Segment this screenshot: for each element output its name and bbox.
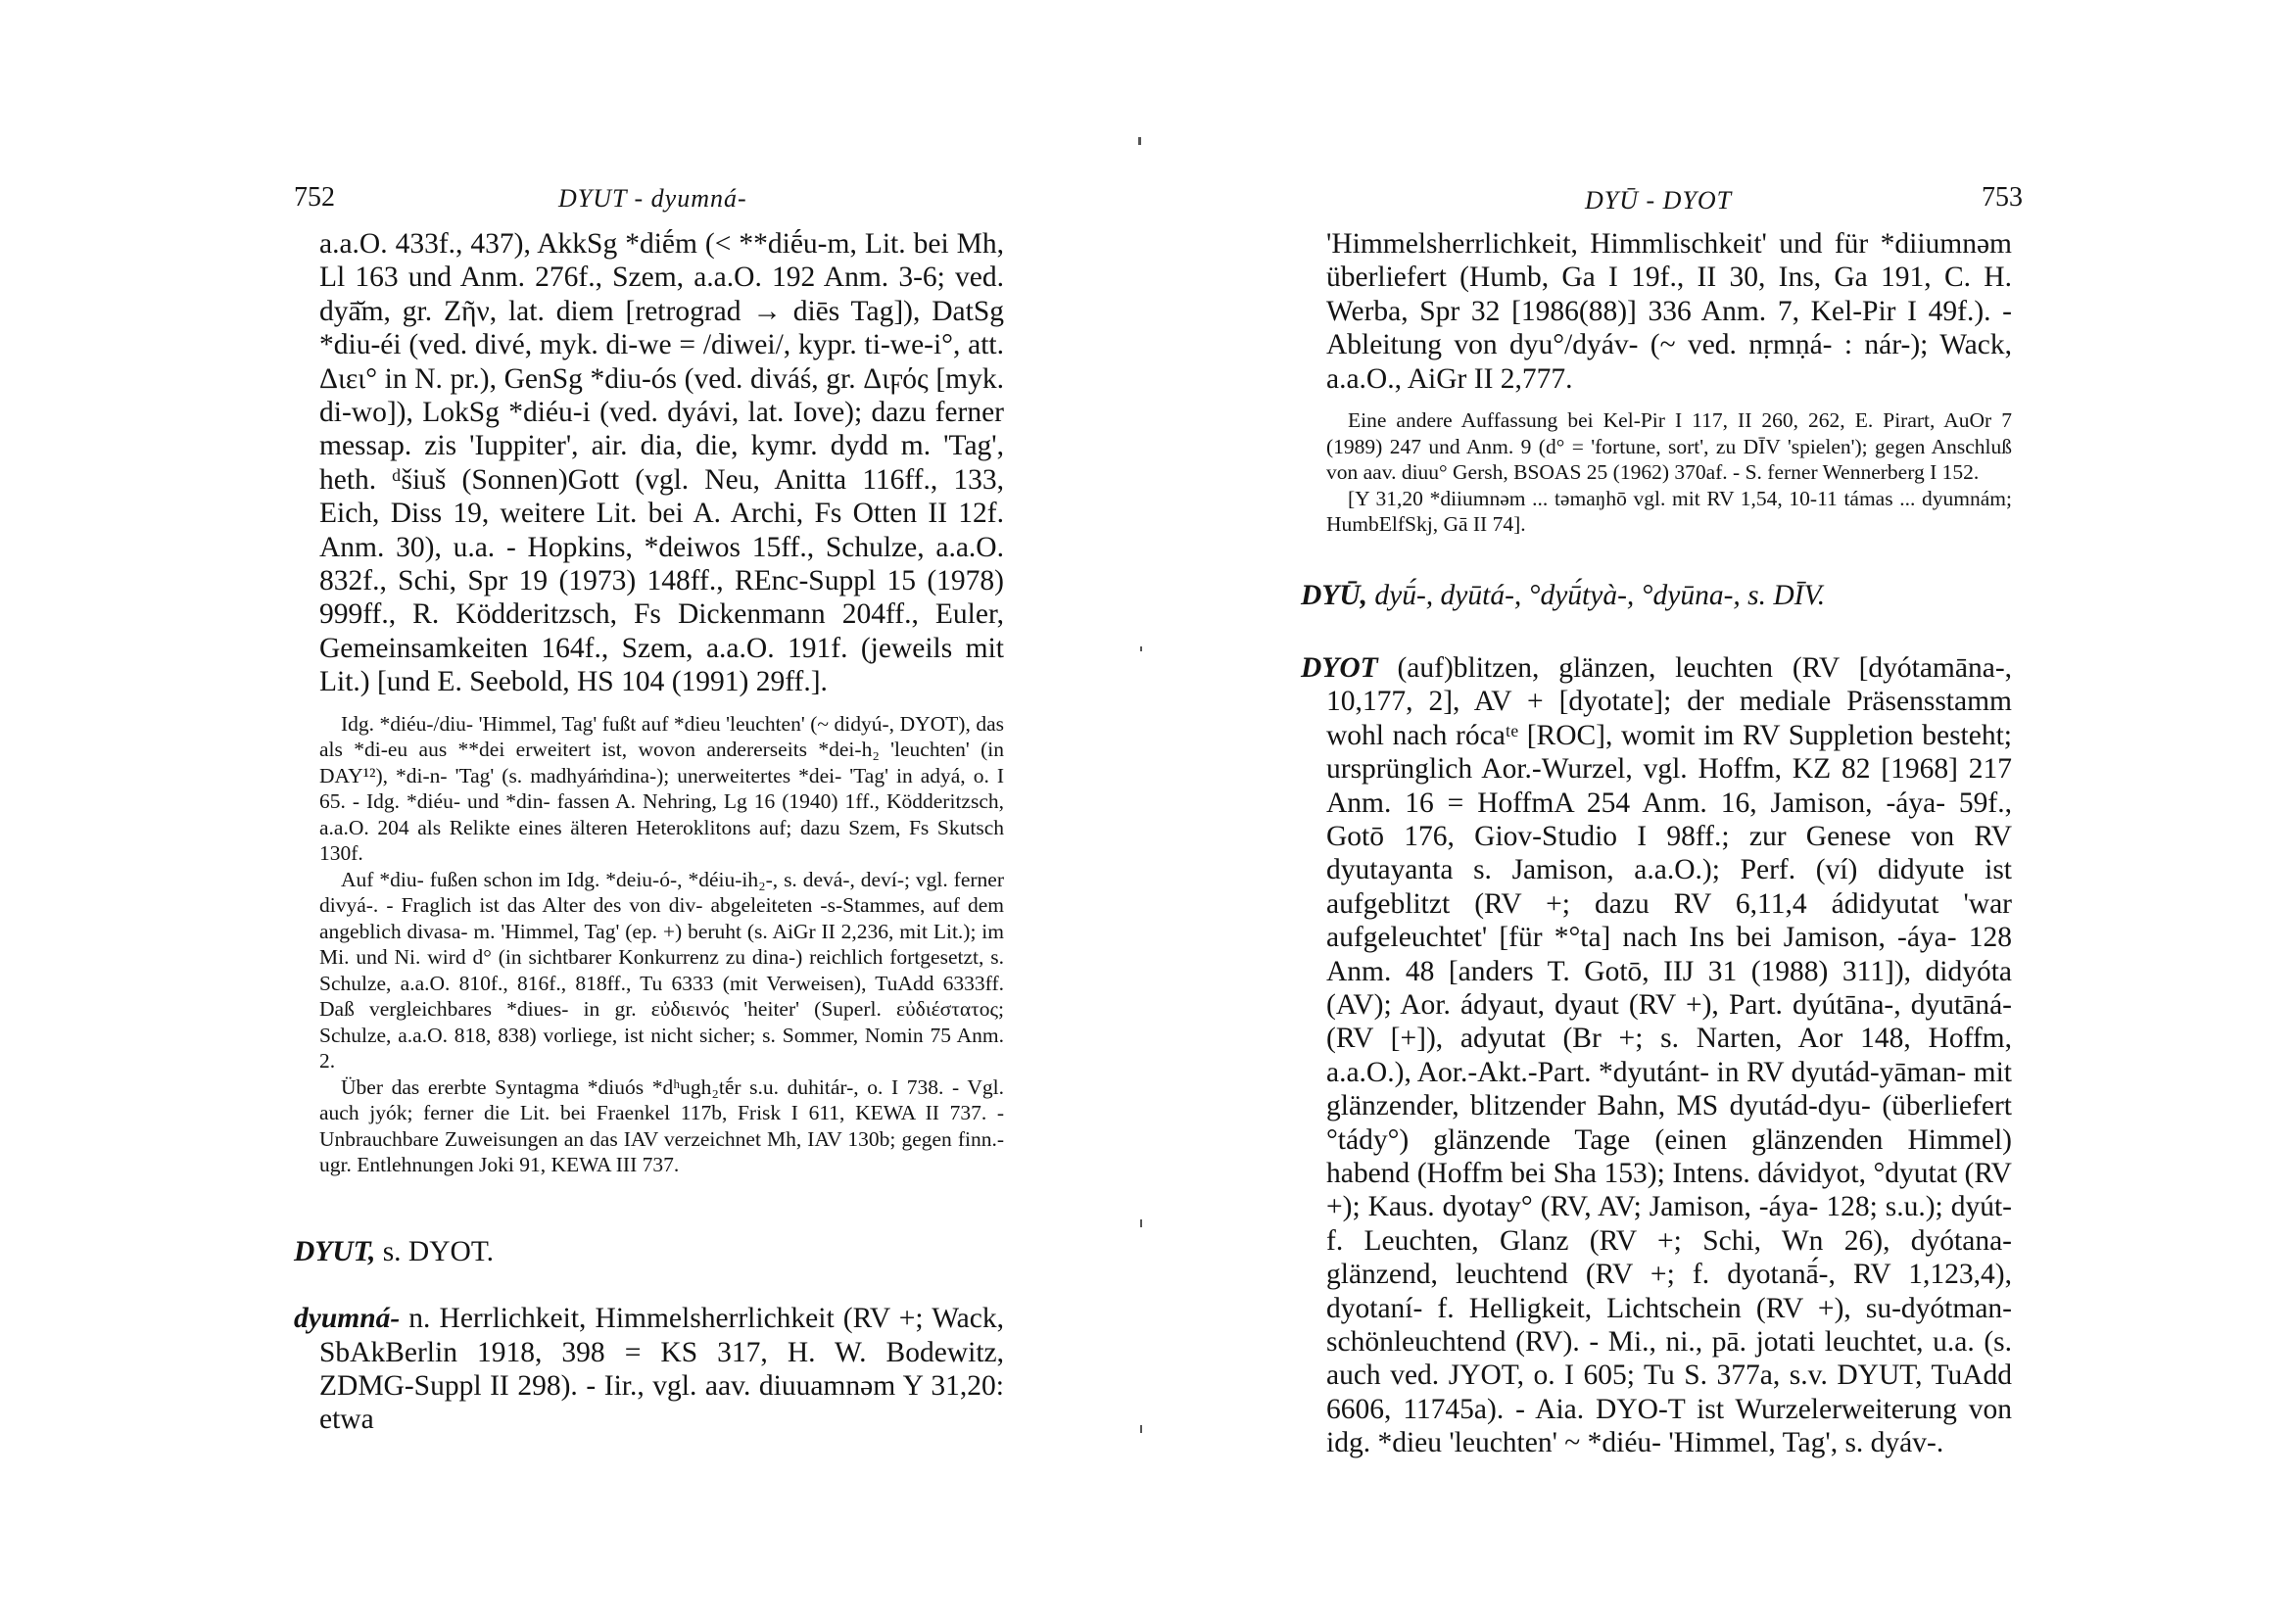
entry-dyot [1301, 651, 2012, 1460]
page-number: 752 [294, 182, 335, 213]
page-number: 753 [1982, 182, 2023, 213]
note-paragraph: Eine andere Auffassung bei Kel-Pir I 117, II 260, 262, E. Pirart, AuOr 7 (1989) 247 und Anm. 9 (d° = 'fortune, sort', zu DĪV 'spielen'); gegen Anschluß von aav. diuu° Gersh, BSOAS 25 (1962) 370af. - S. ferner Wennerberg I 152. [1326, 408, 2012, 485]
running-head: DYUT - dyumná- [558, 184, 747, 213]
scan-mark [1140, 1219, 1142, 1227]
continued-paragraph: 'Himmelsherrlichkeit, Himmlischkeit' und für *diiumnəm überliefert (Humb, Ga I 19f., II 30, Ins, Ga 191, C. H. Werba, Spr 32 [1986(88)] 336 Anm. 7, Kel-Pir I 49f.). - Ableitung von dyu°/dyáv- (~ ved. nṛmṇá- : nár-); Wack, a.a.O., AiGr II 2,777. [1326, 228, 2012, 395]
entry-text: n. Herrlichkeit, Himmelsherrlichkeit (RV +; Wack, SbAkBerlin 1918, 398 = KS 317, H. W. Bodewitz, ZDMG-Suppl II 298). - Iir., vgl. aav. diuuamnəm Y 31,20: etwa [319, 1303, 1004, 1436]
scan-mark [1140, 646, 1142, 651]
note-paragraph: Auf *diu- fußen schon im Idg. *deiu-ó-, *déiu-ih₂-, s. devá-, deví-; vgl. ferner divyá-. - Fraglich ist das Alter des von div- abgeleiteten -s-Stammes, auf dem angeblich divasa- m. 'Himmel, Tag' (ep. +) beruht (s. AiGr II 2,236, mit Lit.); im Mi. und Ni. wird d° (in sichtbarer Konkurrenz zu dina-) reichlich fortgesetzt, s. Schulze, a.a.O. 810f., 816f., 818ff., Tu 6333 (mit Verweisen), TuAdd 6333ff. Daß vergleichbares *diues- in gr. εὐδιεινός 'heiter' (Superl. εὐδιέστατος; Schulze, a.a.O. 818, 838) vorliege, ist nicht sicher; s. Sommer, Nomin 75 Anm. 2. [319, 867, 1004, 1073]
entry-dyumna [294, 1302, 1004, 1437]
entry-lemma: dyumná- [294, 1303, 401, 1335]
entry-dyu [1301, 579, 2012, 612]
small-notes [294, 711, 1004, 1178]
note-paragraph: Über das ererbte Syntagma *diuós *dʰugh₂tḗr s.u. duhitár-, o. I 738. - Vgl. auch jyók; ferner die Lit. bei Fraenkel 117b, Frisk I 611, KEWA II 737. - Unbrauchbare Zuweisungen an das IAV verzeichnet Mh, IAV 130b; gegen finn.-ugr. Entlehnungen Joki 91, KEWA III 737. [319, 1074, 1004, 1177]
entry-text: dyū́-, dyūtá-, °dyū́tyà-, °dyūna-, s. DĪV. [1374, 579, 1826, 611]
entry-lemma: DYUT, [294, 1235, 376, 1267]
entry-text: (auf)blitzen, glänzen, leuchten (RV [dyótamāna-, 10,177, 2], AV + [dyotate]; der mediale Präsensstamm wohl nach rócaᵗᵉ [ROC], womit im RV Suppletion besteht; ursprünglich Aor.-Wurzel, vgl. Hoffm, KZ 82 [1968] 217 Anm. 16 = HoffmA 254 Anm. 16, Jamison, -áya- 59f., Gotō 176, Giov-Studio I 98ff.; zur Genese von RV dyutayanta s. Jamison, a.a.O.); Perf. (ví) didyute ist aufgeblitzt (RV +; dazu RV 6,11,4 ádidyutat 'war aufgeleuchtet' [für *°ta] nach Ins bei Jamison, -áya- 128 Anm. 48 [anders T. Gotō, IIJ 31 (1988) 311]), didyóta (AV); Aor. ádyaut, dyaut (RV +), Part. dyútāna-, dyutāná- (RV [+]), adyutat (Br +; s. Narten, Aor 148, Hoffm, a.a.O.), Aor.-Akt.-Part. *dyutánt- in RV dyutád-yāman- mit glänzender, blitzender Bahn, MS dyutád-dyu- (überliefert °tády°) glänzende Tage (einen glänzenden Himmel) habend (Hoffm bei Sha 153); Intens. dávidyot, °dyutat (RV +); Kaus. dyotay° (RV, AV; Jamison, -áya- 128; s.u.); dyút- f. Leuchten, Glanz (RV +; Schi, Wn 26), dyótana- glänzend, leuchtend (RV +; f. dyotanā́-, RV 1,123,4), dyotaní- f. Helligkeit, Lichtschein (RV +), su-dyótman- schönleuchtend (RV). - Mi., ni., pā. jotati leuchtet, u.a. (s. auch ved. JYOT, o. I 605; Tu S. 377a, s.v. DYUT, TuAdd 6606, 11745a). - Aia. DYO-T ist Wurzelerweiterung von idg. *dieu 'leuchten' ~ *diéu- 'Himmel, Tag', s. dyáv-. [1326, 651, 2013, 1459]
running-head: DYŪ - DYOT [1585, 186, 1733, 215]
scan-mark [1138, 137, 1141, 145]
small-notes [1301, 407, 2012, 538]
left-column [294, 227, 1004, 1437]
entry-text: s. DYOT. [382, 1235, 495, 1267]
right-column [1301, 227, 2012, 1460]
note-paragraph: [Y 31,20 *diiumnəm ... təmaŋhō vgl. mit RV 1,54, 10-11 támas ... dyumnám; HumbElfSkj, Gā II 74]. [1326, 486, 2012, 537]
entry-lemma: DYŪ, [1301, 579, 1368, 611]
entry-lemma: DYOT [1301, 651, 1378, 684]
note-paragraph: Idg. *diéu-/diu- 'Himmel, Tag' fußt auf *dieu 'leuchten' (~ didyú-, DYOT), das als *di-eu aus **dei erweitert ist, wovon andererseits *dei-h₂ 'leuchten' (in DAY¹²), *di-n- 'Tag' (s. madhyáṁdina-); unerweitertes *dei- 'Tag' in adyá, o. I 65. - Idg. *diéu- und *din- fassen A. Nehring, Lg 16 (1940) 1ff., Ködderitzsch, a.a.O. 204 als Relikte eines älteren Heteroklitons auf; dazu Szem, Fs Skutsch 130f. [319, 711, 1004, 866]
scan-mark [1140, 1425, 1142, 1433]
main-paragraph: a.a.O. 433f., 437), AkkSg *diḗm (< **diḗu-m, Lit. bei Mh, Ll 163 und Anm. 276f., Szem, a.a.O. 192 Anm. 3-6; ved. dyā̆m, gr. Ζῆν, lat. diem [retrograd → diēs Tag]), DatSg *diu-éi (ved. divé, myk. di-we = /diwei/, kypr. ti-we-i°, att. Διει° in N. pr.), GenSg *diu-ós (ved. diváś, gr. Διϝός [myk. di-wo]), LokSg *diéu-i (ved. dyávi, lat. Iove); dazu ferner messap. zis 'Iuppiter', air. dia, die, kymr. dydd m. 'Tag', heth. ᵈšiuš (Sonnen)Gott (vgl. Neu, Anitta 116ff., 133, Eich, Diss 19, weitere Lit. bei A. Archi, Fs Otten II 12f. Anm. 30), u.a. - Hopkins, *deiwos 15ff., Schulze, a.a.O. 832f., Schi, Spr 19 (1973) 148ff., REnc-Suppl 15 (1978) 999ff., R. Ködderitzsch, Fs Dickenmann 204ff., Euler, Gemeinsamkeiten 164f., Szem, a.a.O. 191f. (jeweils mit Lit.) [und E. Seebold, HS 104 (1991) 29ff.]. [319, 228, 1004, 698]
entry-dyut [294, 1235, 1004, 1268]
